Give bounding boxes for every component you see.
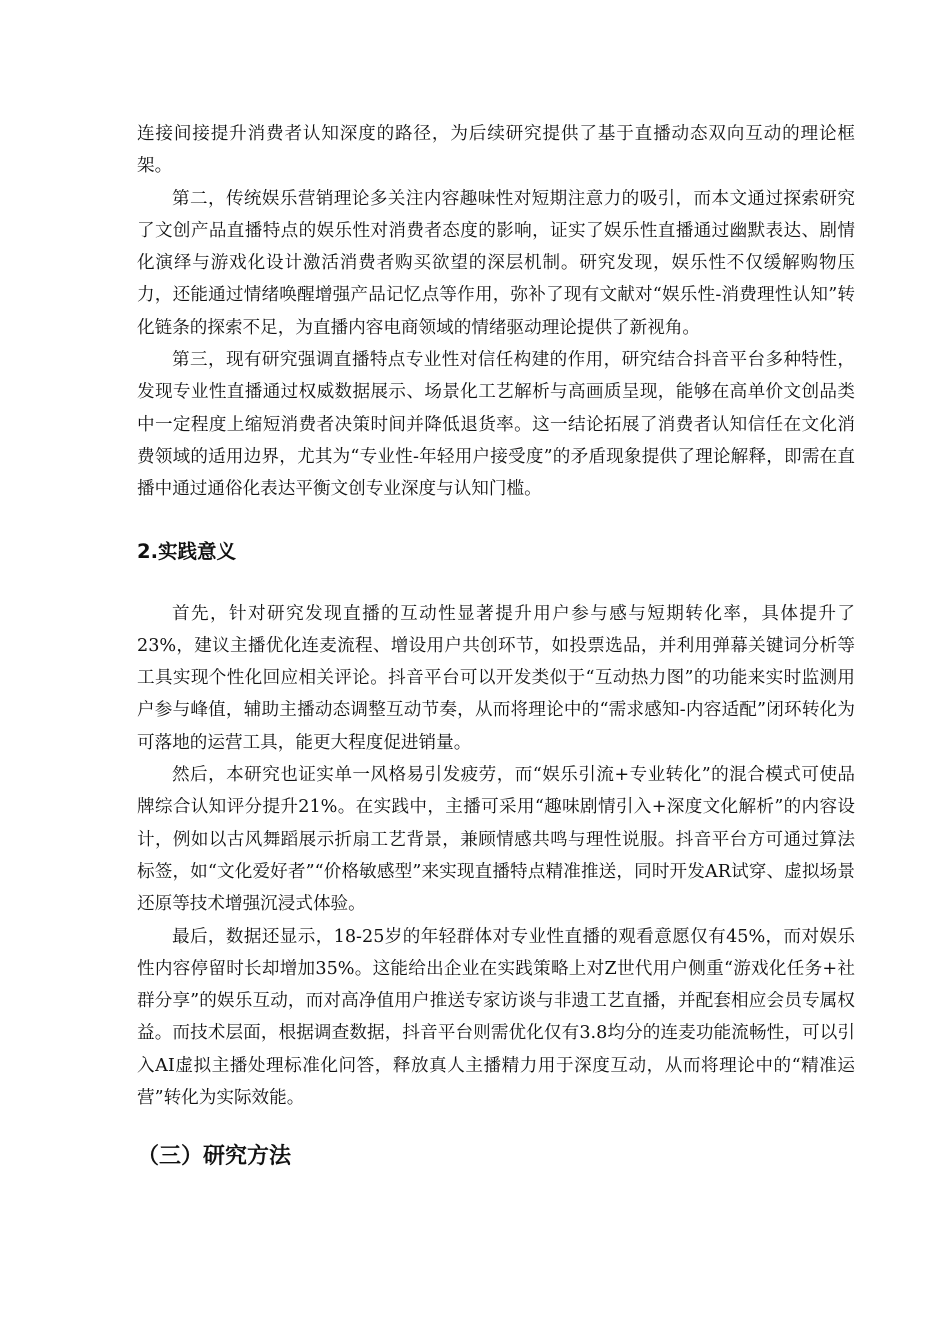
heading-practical-significance: 2.实践意义 — [137, 539, 236, 563]
paragraph-practice-then: 然后，本研究也证实单一风格易引发疲劳，而“娱乐引流+专业转化”的混合模式可使品牌综合认知评分提升21%。在实践中，主播可采用“趣味剧情引入+深度文化解析”的内容设计，例如以古风舞蹈展示折扇工艺背景，兼顾情感共鸣与理性说服。抖音平台方可通过算法标签，如“文化爱好者”“价格敏感型”来实现直播特点精准推送，同时开发AR试穿、虚拟场景还原等技术增强沉浸式体验。 — [137, 765, 855, 915]
paragraph-practice-first: 首先，针对研究发现直播的互动性显著提升用户参与感与短期转化率，具体提升了23%，建议主播优化连麦流程、增设用户共创环节，如投票选品，并利用弹幕关键词分析等工具实现个性化回应相关评论。抖音平台可以开发类似于“互动热力图”的功能来实时监测用户参与峰值，辅助主播动态调整互动节奏，从而将理论中的“需求感知-内容适配”闭环转化为可落地的运营工具，能更大程度促进销量。 — [137, 603, 855, 753]
paragraph-continuation: 连接间接提升消费者认知深度的路径，为后续研究提供了基于直播动态双向互动的理论框架。 — [137, 124, 855, 177]
paragraph-theory-second: 第二，传统娱乐营销理论多关注内容趣味性对短期注意力的吸引，而本文通过探索研究了文创产品直播特点的娱乐性对消费者态度的影响，证实了娱乐性直播通过幽默表达、剧情化演绎与游戏化设计激活消费者购买欲望的深层机制。研究发现，娱乐性不仅缓解购物压力，还能通过情绪唤醒增强产品记忆点等作用，弥补了现有文献对“娱乐性-消费理性认知”转化链条的探索不足，为直播内容电商领域的情绪驱动理论提供了新视角。 — [137, 188, 855, 338]
heading-research-methods: （三）研究方法 — [137, 1144, 292, 1170]
paragraph-practice-finally: 最后，数据还显示，18-25岁的年轻群体对专业性直播的观看意愿仅有45%，而对娱乐性内容停留时长却增加35%。这能给出企业在实践策略上对Z世代用户侧重“游戏化任务+社群分享”的娱乐互动，而对高净值用户推送专家访谈与非遗工艺直播，并配套相应会员专属权益。而技术层面，根据调查数据，抖音平台则需优化仅有3.8均分的连麦功能流畅性，可以引入AI虚拟主播处理标准化问答，释放真人主播精力用于深度互动，从而将理论中的“精准运营”转化为实际效能。 — [137, 926, 855, 1109]
paragraph-theory-third: 第三，现有研究强调直播特点专业性对信任构建的作用，研究结合抖音平台多种特性，发现专业性直播通过权威数据展示、场景化工艺解析与高画质呈现，能够在高单价文创品类中一定程度上缩短消费者决策时间并降低退货率。这一结论拓展了消费者认知信任在文化消费领域的适用边界，尤其为“专业性-年轻用户接受度”的矛盾现象提供了理论解释，即需在直播中通过通俗化表达平衡文创专业深度与认知门槛。 — [137, 350, 855, 500]
